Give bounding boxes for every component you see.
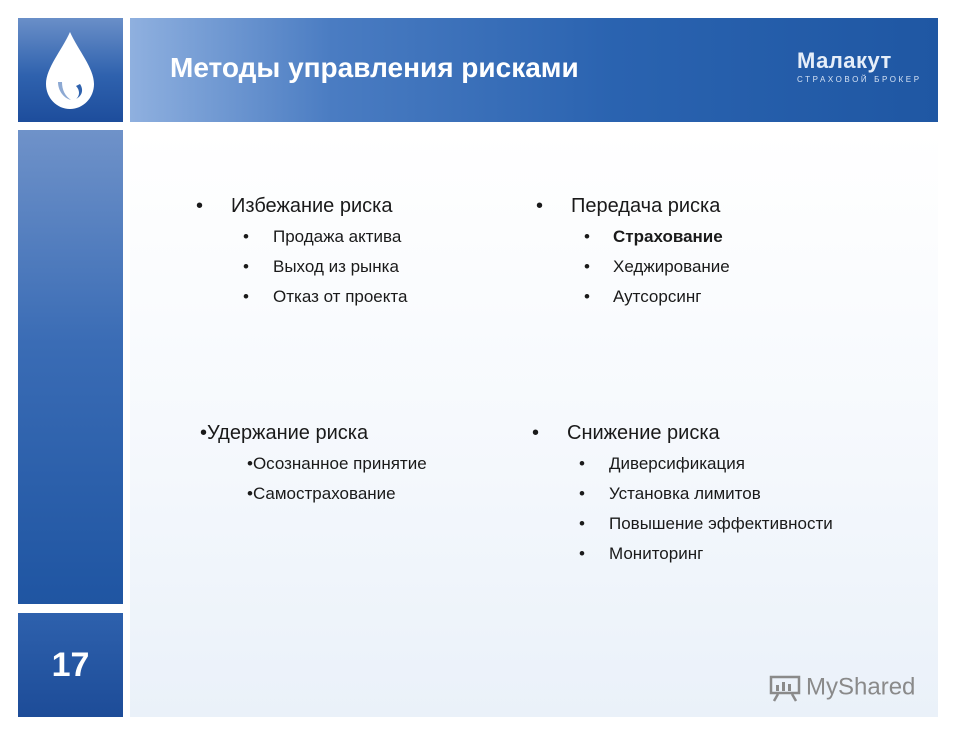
bullet: • [579,544,585,563]
list-item [243,282,407,312]
water-drop-icon [18,18,123,122]
slide-title: Методы управления рисками [170,52,579,83]
quadrant-avoid [196,193,407,312]
bullet: • [579,454,585,473]
list-item-text: Выход из рынка [273,257,399,276]
list-item [247,479,427,509]
heading-text: Избежание риска [231,195,393,217]
list-item [243,252,407,282]
list-item [579,509,833,539]
bullet: • [196,195,204,217]
heading-text: •Удержание риска [200,422,369,444]
presentation-board-icon [768,674,802,702]
logo-tile [18,18,123,122]
bullet: • [243,257,249,276]
bullet: • [579,484,585,503]
list-item [243,222,407,252]
bullet: • [243,227,249,246]
list-item [584,282,730,312]
quadrant-retain [200,420,427,509]
list-item-text: Отказ от проекта [273,287,408,306]
bullet: • [584,287,590,306]
brand-logo [797,50,922,86]
list-item-text: •Осознанное принятие [247,454,427,473]
quadrant-heading [532,420,833,446]
bullet: • [584,227,590,246]
list-item-text: Продажа актива [273,227,402,246]
list-item-text: Диверсификация [609,454,745,473]
list-item-text: •Самострахование [247,484,396,503]
brand-name: Малакут [797,48,892,73]
list-item [579,449,833,479]
bullet: • [532,422,540,444]
bullet: • [579,514,585,533]
list-item [247,449,427,479]
list-item-text: Аутсорсинг [613,287,702,306]
bullet: • [243,287,249,306]
heading-text: Передача риска [571,195,721,217]
bullet: • [536,195,544,217]
page-number: 17 [51,646,90,684]
side-bar [18,130,123,604]
quadrant-reduce [532,420,833,569]
list-item [584,222,730,252]
list-item [579,479,833,509]
brand-tagline: СТРАХОВОЙ БРОКЕР [797,75,922,84]
heading-text: Снижение риска [567,422,720,444]
list-item-text: Хеджирование [613,257,730,276]
watermark-text: MyShared [806,673,916,701]
quadrant-heading [536,193,730,219]
list-item-text: Повышение эффективности [609,514,833,533]
list-item-text: Мониторинг [609,544,704,563]
list-item [584,252,730,282]
quadrant-heading [196,193,407,219]
list-item-text: Установка лимитов [609,484,761,503]
quadrant-transfer [536,193,730,312]
bullet: • [584,257,590,276]
watermark [768,673,915,702]
list-item-text: Страхование [613,227,723,246]
quadrant-heading [200,420,427,446]
list-item [579,539,833,569]
